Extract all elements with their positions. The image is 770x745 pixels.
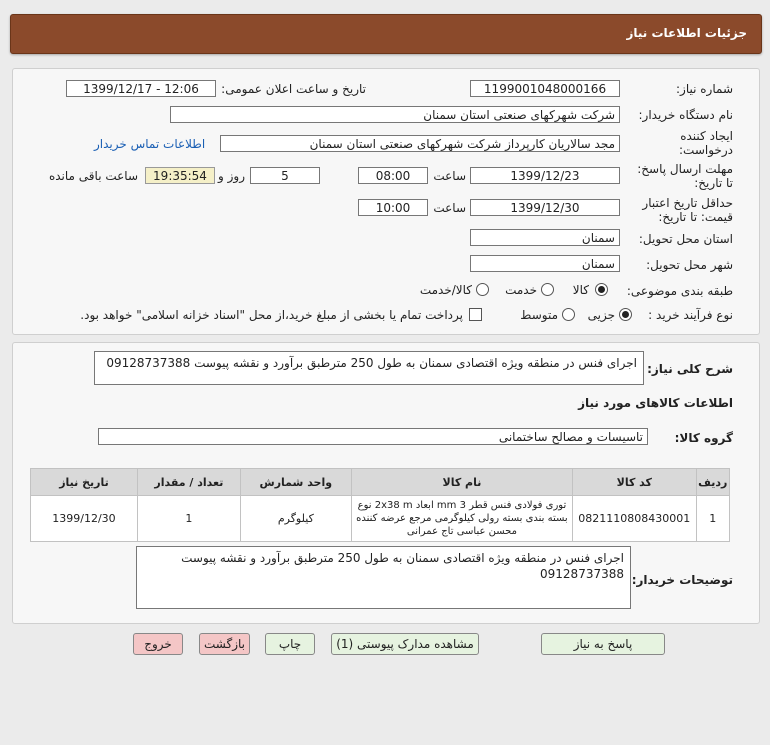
back-button[interactable]: بازگشت — [199, 633, 250, 655]
deadline-time-field: 08:00 — [358, 167, 428, 184]
table-row — [31, 496, 730, 542]
attachments-button[interactable]: مشاهده مدارک پیوستی (1) — [331, 633, 479, 655]
need-number-label: شماره نیاز: — [676, 82, 733, 96]
reply-button[interactable]: پاسخ به نیاز — [541, 633, 665, 655]
cell-row: 1 — [696, 496, 729, 542]
city-label: شهر محل تحویل: — [646, 258, 733, 272]
col-code: کد کالا — [573, 469, 697, 496]
col-date: تاریخ نیاز — [31, 469, 138, 496]
process-option-minor: جزیی — [587, 308, 615, 322]
days-remaining-field: 5 — [250, 167, 320, 184]
city-field: سمنان — [470, 255, 620, 272]
province-label: استان محل تحویل: — [638, 232, 733, 246]
col-unit: واحد شمارش — [240, 469, 351, 496]
remaining-label: ساعت باقی مانده — [48, 169, 138, 183]
col-name: نام کالا — [351, 469, 572, 496]
goods-section-title: اطلاعات کالاهای مورد نیاز — [578, 396, 733, 410]
process-radio-medium[interactable] — [562, 308, 575, 321]
need-description-box: اجرای فنس در منطقه ویژه اقتصادی سمنان به طول 250 مترطبق برآورد و نقشه پیوست 09128737388 — [94, 351, 644, 385]
creator-label-1: ایجاد کننده — [680, 129, 733, 143]
validity-label-1: حداقل تاریخ اعتبار — [642, 196, 733, 210]
need-description-label: شرح کلی نیاز: — [647, 362, 733, 376]
category-label: طبقه بندی موضوعی: — [626, 284, 733, 298]
category-option-goods: کالا — [572, 283, 589, 297]
col-qty: تعداد / مقدار — [137, 469, 240, 496]
goods-table-header — [31, 469, 730, 496]
deadline-date-field: 1399/12/23 — [470, 167, 620, 184]
announce-field: 1399/12/17 - 12:06 — [66, 80, 216, 97]
goods-group-field: تاسیسات و مصالح ساختمانی — [98, 428, 648, 445]
exit-button[interactable]: خروج — [133, 633, 183, 655]
days-label: روز و — [218, 169, 245, 183]
process-option-medium: متوسط — [520, 308, 558, 322]
col-row: ردیف — [696, 469, 729, 496]
cell-code: 0821110808430001 — [573, 496, 697, 542]
process-radio-minor[interactable] — [619, 308, 632, 321]
validity-time-field: 10:00 — [358, 199, 428, 216]
category-radio-goods[interactable] — [595, 283, 608, 296]
treasury-payment-checkbox[interactable] — [469, 308, 482, 321]
category-option-goods-service: کالا/خدمت — [419, 283, 472, 297]
buyer-notes-label: توضیحات خریدار: — [631, 573, 733, 587]
category-radio-goods-service[interactable] — [476, 283, 489, 296]
creator-field: مجد سالاریان کارپرداز شرکت شهرکهای صنعتی استان سمنان — [220, 135, 620, 152]
category-radio-service[interactable] — [541, 283, 554, 296]
process-label: نوع فرآیند خرید : — [648, 308, 733, 322]
province-field: سمنان — [470, 229, 620, 246]
cell-unit: کیلوگرم — [240, 496, 351, 542]
page-header — [10, 14, 762, 54]
deadline-label-2: تا تاریخ: — [694, 176, 733, 190]
deadline-label-1: مهلت ارسال پاسخ: — [637, 162, 733, 176]
validity-time-label: ساعت — [433, 201, 466, 215]
cell-name: توری فولادی فنس قطر 3 mm ابعاد 2x38 m نوع بسته بندی بسته رولی کیلوگرمی مرجع عرضه کننده محسن عباسی تاج عمرانی — [351, 496, 572, 542]
goods-group-label: گروه کالا: — [674, 431, 733, 445]
creator-label-2: درخواست: — [679, 143, 733, 157]
validity-label-2: قیمت: تا تاریخ: — [658, 210, 733, 224]
category-option-service: خدمت — [505, 283, 537, 297]
announce-label: تاریخ و ساعت اعلان عمومی: — [221, 82, 366, 96]
validity-date-field: 1399/12/30 — [470, 199, 620, 216]
buyer-org-field: شرکت شهرکهای صنعتی استان سمنان — [170, 106, 620, 123]
remaining-time-field: 19:35:54 — [145, 167, 215, 184]
goods-table — [30, 468, 730, 542]
buyer-org-label: نام دستگاه خریدار: — [638, 108, 733, 122]
page-title: جزئیات اطلاعات نیاز — [626, 26, 747, 40]
cell-qty: 1 — [137, 496, 240, 542]
need-number-field: 1199001048000166 — [470, 80, 620, 97]
print-button[interactable]: چاپ — [265, 633, 315, 655]
deadline-time-label: ساعت — [433, 169, 466, 183]
buyer-notes-box: اجرای فنس در منطقه ویژه اقتصادی سمنان به طول 250 مترطبق برآورد و نقشه پیوست 09128737388 — [136, 546, 631, 609]
cell-date: 1399/12/30 — [31, 496, 138, 542]
buyer-contact-link[interactable]: اطلاعات تماس خریدار — [94, 137, 206, 151]
treasury-payment-note: پرداخت تمام یا بخشی از مبلغ خرید،از محل "اسناد خزانه اسلامی" خواهد بود. — [80, 308, 463, 322]
